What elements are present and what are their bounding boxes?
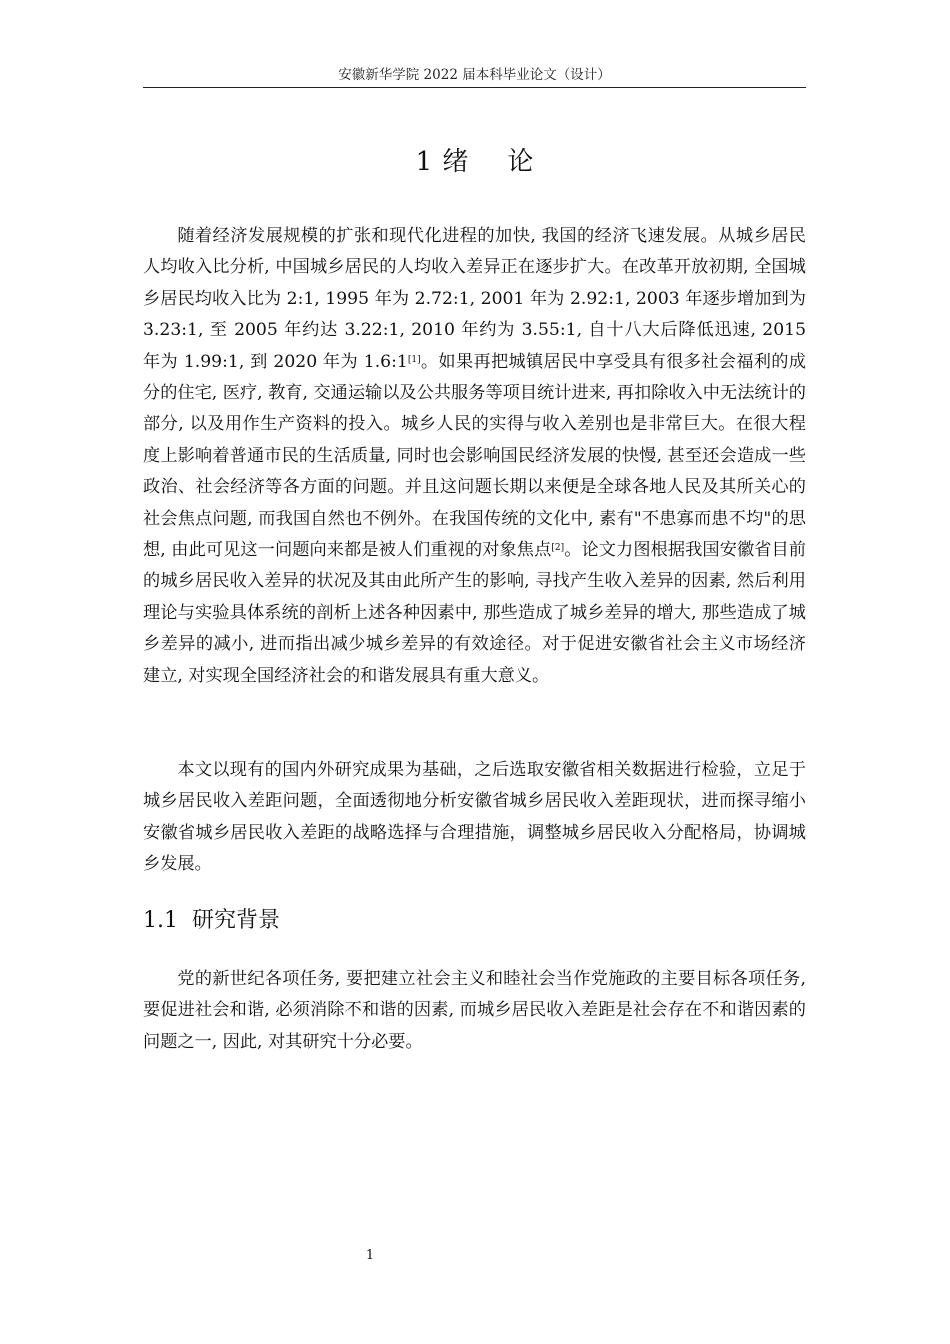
chapter-number: 1 [415, 147, 434, 177]
section-number: 1.1 [143, 908, 178, 933]
intro-paragraph-2 [143, 755, 806, 881]
header-text: 安徽新华学院 2022 届本科毕业论文（设计） [338, 67, 611, 83]
citation-1: [1] [407, 354, 421, 365]
intro-paragraph-1 [143, 221, 806, 692]
citation-2: [2] [551, 543, 565, 554]
chapter-title-part-a: 绪 [442, 147, 470, 177]
paragraph-text: 党的新世纪各项任务, 要把建立社会主义和睦社会当作党施政的主要目标各项任务, 要促进社会和谐, 必须消除不和谐的因素, 而城乡居民收入差距是社会存在不和谐因素的问题之一, 因此, 对其研究十分必要。 [143, 969, 806, 1052]
paragraph-text: 随着经济发展规模的扩张和现代化进程的加快, 我国的经济飞速发展。从城乡居民人均收入比分析, 中国城乡居民的人均收入差异正在逐步扩大。在改革开放初期, 全国城乡居民均收入比为 2:1, 1995 年为 2.72:1, 2001 年为 2.92:1, 2003 年逐步增加到为 3.23:1, 至 2005 年约达 3.22:1, 2010 年约为 3.55:1, 自十八大后降低迅速, 2015 年为 1.99:1, 到 2020 年为 1.6:1 [143, 226, 806, 372]
paragraph-text: 本文以现有的国内外研究成果为基础，之后选取安徽省相关数据进行检验，立足于城乡居民收入差距问题，全面透彻地分析安徽省城乡居民收入差距现状，进而探寻缩小安徽省城乡居民收入差距的战略选择与合理措施，调整城乡居民收入分配格局，协调城乡发展。 [143, 760, 806, 875]
section-title: 研究背景 [192, 908, 281, 933]
chapter-title [0, 144, 950, 180]
page-number: 1 [365, 1248, 375, 1263]
paragraph-text: 。如果再把城镇居民中享受具有很多社会福利的成分的住宅, 医疗, 教育, 交通运输以及公共服务等项目统计进来, 再扣除收入中无法统计的部分, 以及用作生产资料的投入。城乡人民的实得与收入差别也是非常巨大。在很大程度上影响着普通市民的生活质量, 同时也会影响国民经济发展的快慢, 甚至还会造成一些政治、社会经济等各方面的问题。并且这问题长期以来便是全球各地人民及其所关心的社会焦点问题, 而我国自然也不例外。在我国传统的文化中, 素有"不患寡而患不均"的思想, 由此可见这一问题向来都是被人们重视的对象焦点 [143, 351, 806, 561]
chapter-title-part-b: 论 [507, 147, 535, 177]
section-heading [143, 905, 280, 937]
page-header [143, 66, 806, 88]
section-paragraph [143, 964, 806, 1058]
paragraph-text: 。论文力图根据我国安徽省目前的城乡居民收入差异的状况及其由此所产生的影响, 寻找产生收入差异的因素, 然后利用理论与实验具体系统的剖析上述各种因素中, 那些造成了城乡差异的增大, 那些造成了城乡差异的减小, 进而指出减少城乡差异的有效途径。对于促进安徽省社会主义市场经济建立, 对实现全国经济社会的和谐发展具有重大意义。 [143, 540, 806, 686]
